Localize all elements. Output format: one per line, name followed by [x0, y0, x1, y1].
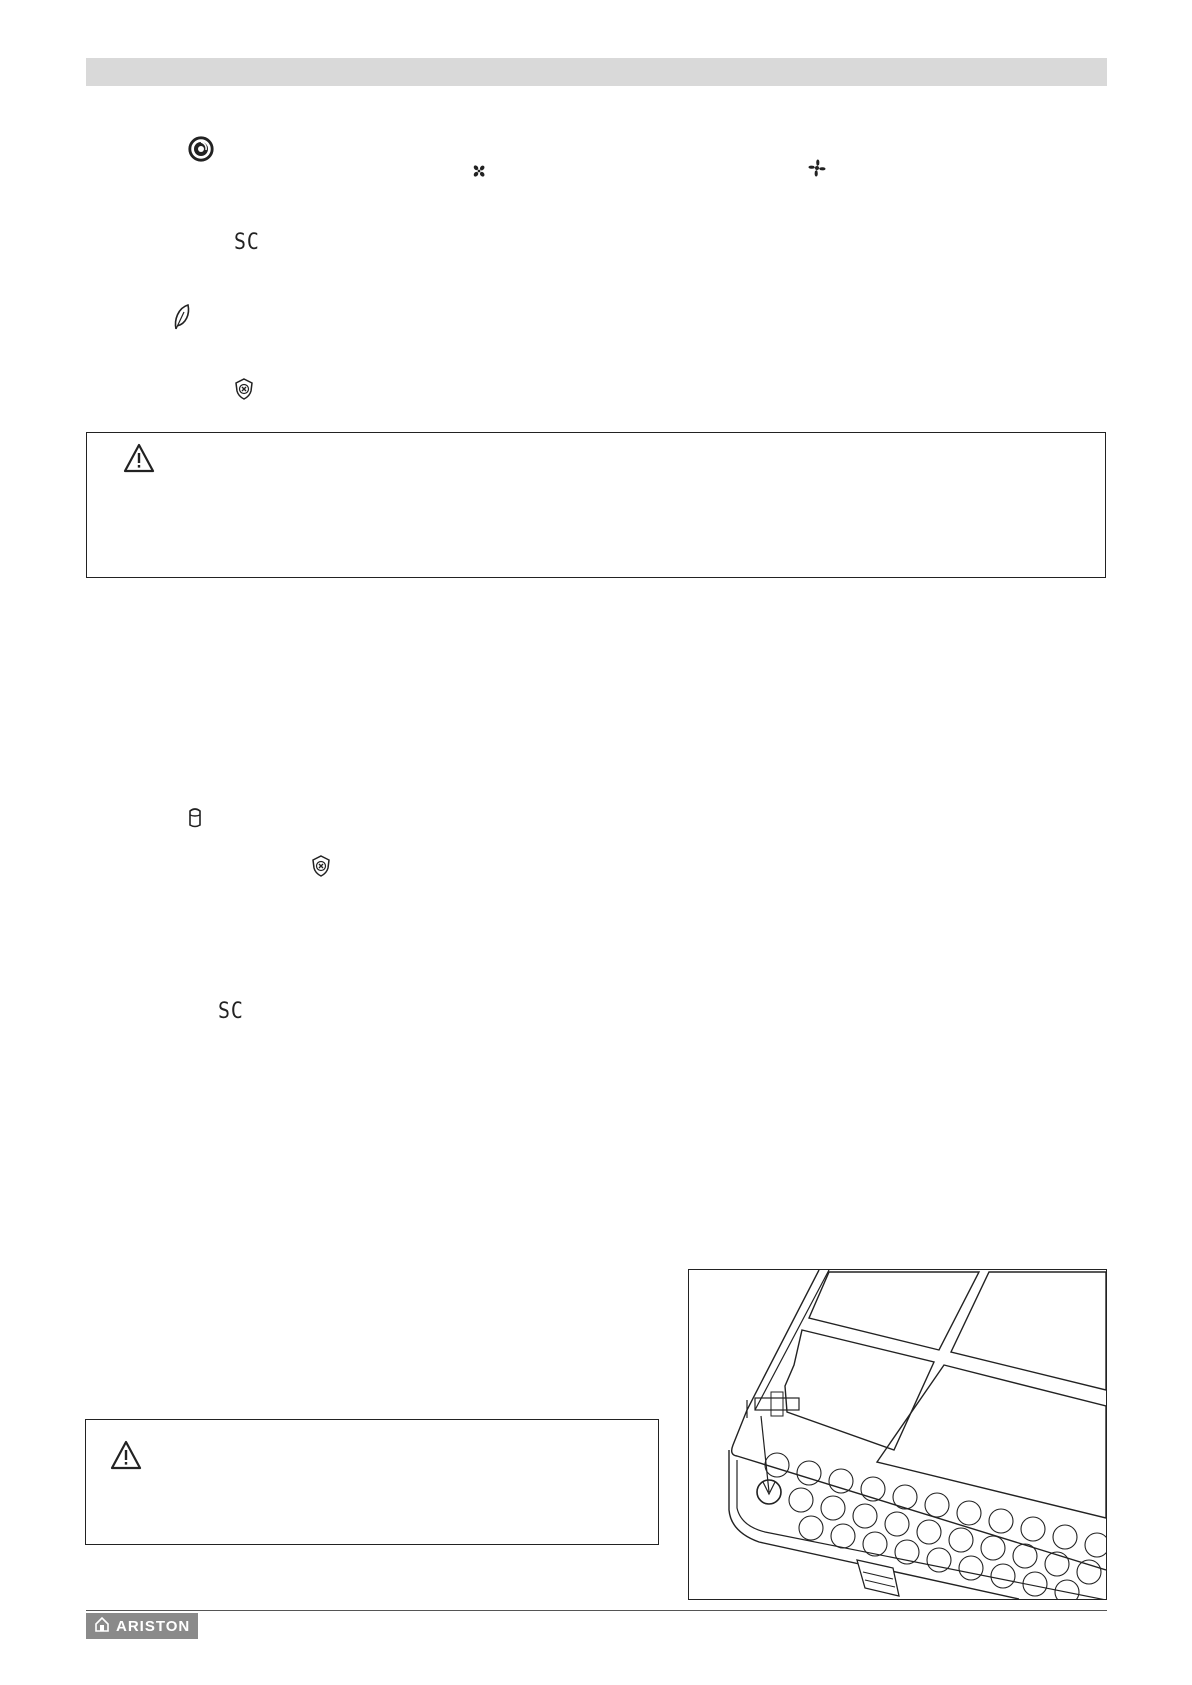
header-bar — [86, 58, 1107, 86]
warning-box — [86, 432, 1106, 578]
warning-triangle-icon — [110, 1440, 142, 1475]
turbo-swirl-icon — [186, 134, 216, 164]
warning-box — [85, 1419, 659, 1545]
leaf-icon — [172, 302, 192, 332]
brand-name: ARISTON — [116, 1617, 191, 1635]
shield-x-icon — [234, 378, 254, 400]
fan-high-icon — [805, 156, 829, 180]
brand-logo — [86, 1613, 198, 1639]
air-filter-frame-illustration — [689, 1270, 1106, 1599]
self-clean-display-code: SC — [234, 230, 260, 255]
footer-rule — [86, 1610, 1107, 1611]
self-clean-display-code: SC — [218, 999, 244, 1024]
warning-triangle-icon — [123, 443, 155, 478]
shield-x-icon — [311, 855, 331, 877]
water-tank-icon — [187, 808, 203, 828]
house-logo-icon — [94, 1616, 110, 1637]
fan-low-icon — [472, 164, 486, 178]
air-filter-figure — [688, 1269, 1107, 1600]
